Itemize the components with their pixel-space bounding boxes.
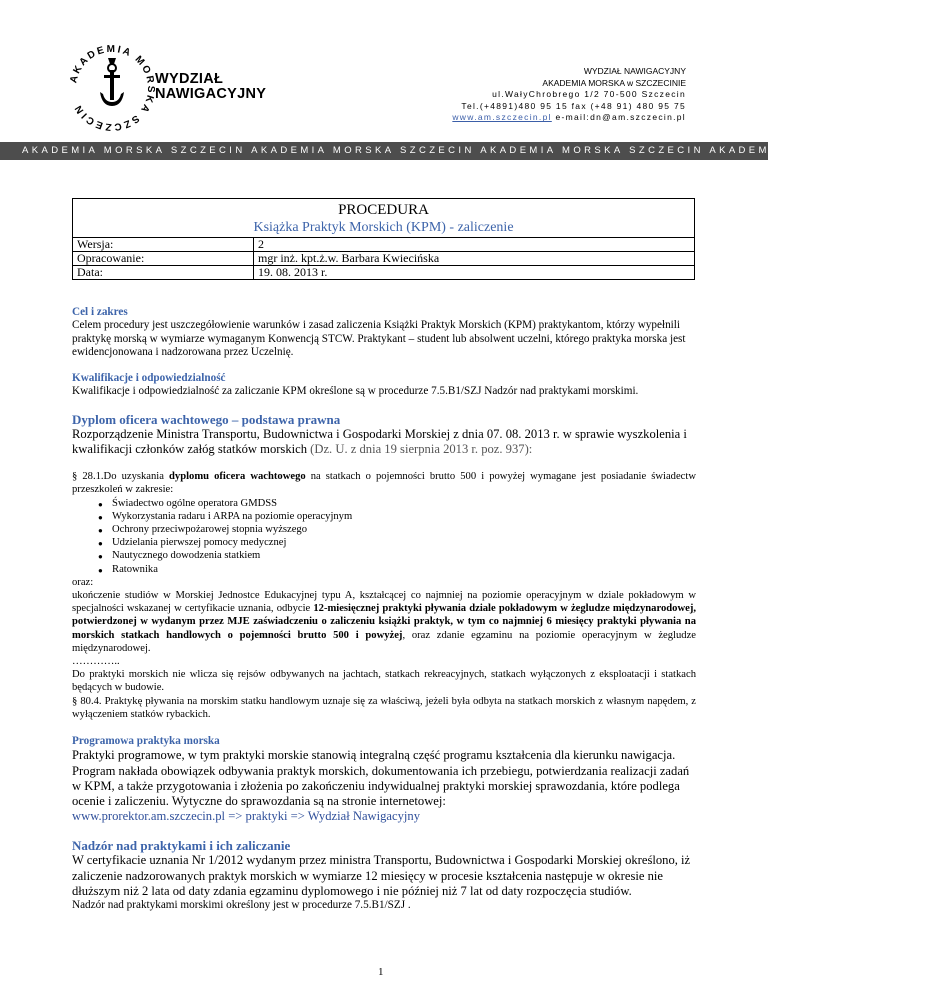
cel-heading: Cel i zakres [72,306,128,318]
procedure-title: PROCEDURA [338,202,429,218]
nadzor-last: Nadzór nad praktykami morskimi określony jest w procedurze 7.5.B1/SZJ . [72,898,411,911]
dyplom-regulation: Rozporządzenie Ministra Transportu, Budownictwa i Gospodarki Morskiej z dnia 07. 08. 2013 r. w sprawie wyszkolenia i kwalifikacji członków załóg statków morskich [72,426,687,456]
address-line4: Tel.(+4891)480 95 15 fax (+48 91) 480 95 75 [461,100,686,111]
ukonczenie-text-end: , oraz zdanie egzaminu na poziomie operacyjnym w żegludze międzynarodowej. [72,629,696,654]
kwal-text: Kwalifikacje i odpowiedzialność za zaliczanie KPM określone są w procedurze 7.5.B1/SZJ Nadzór nad praktykami morskimi. [72,385,639,398]
list-item: ● Udzielania pierwszej pomocy medycznej [112,536,696,549]
kwal-heading: Kwalifikacje i odpowiedzialność [72,372,226,385]
list-item: ● Nautycznego dowodzenia statkiem [112,549,696,562]
nadzor-heading: Nadzór nad praktykami i ich zaliczanie [72,838,291,854]
address-line1: WYDZIAŁ NAWIGACYJNY [583,66,686,76]
procedure-header [73,199,695,238]
training-list [72,497,696,576]
list-item: ● Wykorzystania radaru i ARPA na poziomie operacyjnym [112,510,696,523]
header-banner: AKADEMIA MORSKA SZCZECIN AKADEMIA MORSKA SZCZECIN AKADEMIA MORSKA SZCZECIN AKADEMIA MORSKA SZCZECIN [0,142,768,160]
list-item: ● Świadectwo ogólne operatora GMDSS [112,497,696,510]
oraz-text: oraz: [72,576,94,588]
program-link[interactable]: www.prorektor.am.szczecin.pl => praktyki => Wydział Nawigacyjny [72,809,420,824]
website-link[interactable]: www.am.szczecin.pl [452,112,552,123]
para-281-text: § 28.1.Do uzyskania [72,471,169,483]
row-value: 19. 08. 2013 r. [254,266,695,280]
academy-logo [64,40,160,136]
ukonczenie-bold: 12-miesięcznej praktyki pływania dziale pokładowym w żegludze międzynarodowej, potwierdzonej w wydanym przez MJE zaświadczeniu o zaliczeniu książki praktyk, w tym co najmniej 6 miesięcy praktyki pływania na morskich statkach handlowych o pojemności brutto 500 i powyżej [72,603,696,641]
logo-line2: NAWIGACYJNY [155,86,267,102]
ukonczenie-text: ukończenie studiów w Morskiej Jednostce Edukacyjnej typu A, kształcącej co najmniej na poziomie operacyjnym w dziale pokładowym w specjalności wskazanej w certyfikacie uznania, odbycie [72,590,696,615]
procedure-subtitle: Książka Praktyk Morskich (KPM) - zaliczenie [253,220,514,235]
logo-ring-text: AKADEMIA MORSKA SZCZECIN [68,43,157,133]
row-label: Wersja: [73,238,254,252]
program-text: Praktyki programowe, w tym praktyki morskie stanowią integralną część programu kształcenia dla kierunku nawigacja. Program nakłada obowiązek odbywania praktyk morskich, dokumentowania ich przebiegu, potwierdzania realizacji zadań w KPM, a także przygotowania i złożenia po zakończeniu indywidualnej praktyki morskiej sprawozdania, które podlega ocenie i zaliczeniu. Wytyczne do sprawozdania są na stronie internetowej: [72,748,690,808]
row-label: Opracowanie: [73,252,254,266]
dyplom-text [72,427,696,457]
row-value: mgr inż. kpt.ż.w. Barbara Kwiecińska [254,252,695,266]
anchor-icon [100,58,124,106]
row-value: 2 [254,238,695,252]
table-row [73,266,695,280]
paragraph-28-1 [72,470,696,496]
exclusions-text: Do praktyki morskich nie wlicza się rejsów odbywanych na jachtach, statkach rekreacyjnych, statkach wyłączonych z eksploatacji i statkach będących w budowie. [72,669,696,694]
logo-text [155,72,266,102]
table-row [73,238,695,252]
faculty-address [386,66,686,124]
ellipsis: ………….. [72,656,120,668]
procedure-table [72,198,695,280]
list-item: ● Ratownika [112,563,696,576]
ukonczenie-paragraph [72,589,696,655]
dyplom-reference: (Dz. U. z dnia 19 sierpnia 2013 r. poz. 937): [310,441,533,456]
nadzor-text: W certyfikacie uznania Nr 1/2012 wydanym przez ministra Transportu, Budownictwa i Gospodarki Morskiej określono, iż zaliczenie nadzorowanych praktyk morskich w wymiarze 12 miesięcy w procesie kształcenia następuje w okresie nie dłuższym niż 2 lata od daty zdania egzaminu dyplomowego i nie później niż 7 lat od daty rozpoczęcia studiów. [72,853,691,898]
address-line3: ul.WałyChrobrego 1/2 70-500 Szczecin [492,89,686,100]
list-item: ● Ochrony przeciwpożarowej stopnia wyższego [112,523,696,536]
paragraph-80-4: § 80.4. Praktykę pływania na morskim statku handlowym uznaje się za właściwą, jeżeli była odbyta na statkach morskich z własnym napędem, z wyłączeniem statków rybackich. [72,695,696,720]
dyplom-heading: Dyplom oficera wachtowego – podstawa prawna [72,411,341,427]
program-heading: Programowa praktyka morska [72,735,220,748]
cel-text: Celem procedury jest uszczegółowienie warunków i zasad zaliczenia Książki Praktyk Morskich (KPM) praktykantom, którzy wypełnili praktykę morską w wymiarze wymaganym Konwencją STCW. Praktykant – student lub absolwent uczelni, którego praktyka morska jest ewidencjonowana i nadzorowana przez Uczelnię. [72,319,686,358]
para-281-text-end: na statkach o pojemności brutto 500 i powyżej wymagane jest posiadanie świadectw przeszkoleń w zakresie: [72,471,696,496]
document-body [72,306,696,912]
logo-line1: WYDZIAŁ [155,71,224,87]
para-281-bold: dyplomu oficera wachtowego [169,471,306,483]
email-text: e-mail:dn@am.szczecin.pl [551,112,686,123]
table-row [73,252,695,266]
row-label: Data: [73,266,254,280]
page-number: 1 [378,966,384,978]
address-line2: AKADEMIA MORSKA w SZCZECINIE [542,77,686,88]
